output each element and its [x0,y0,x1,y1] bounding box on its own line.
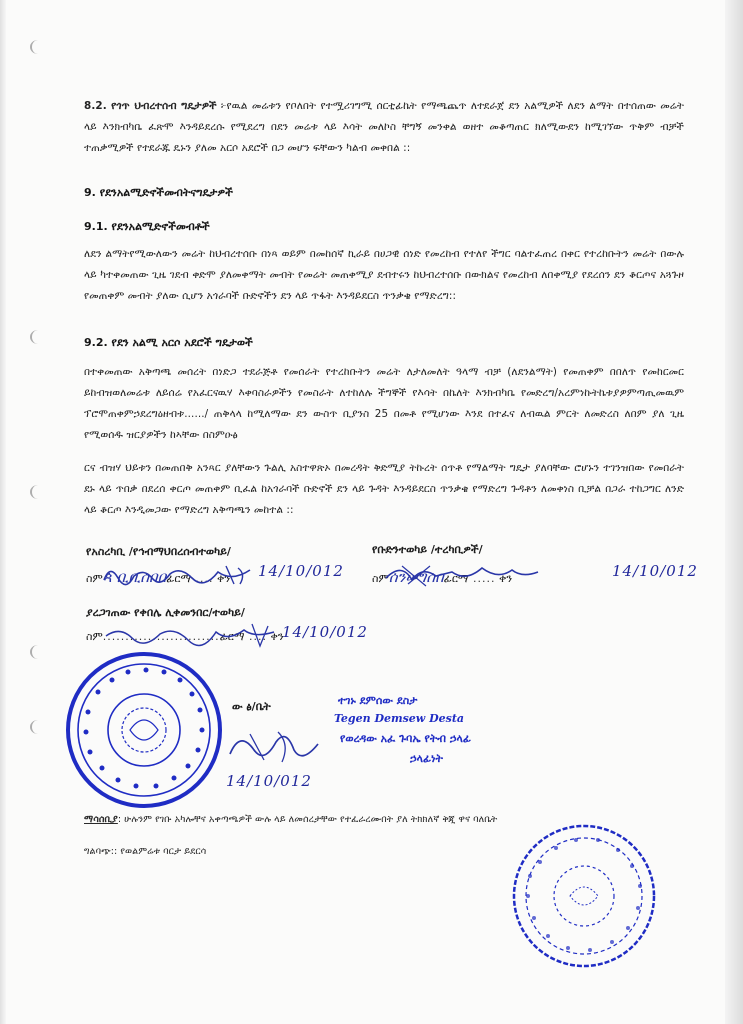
date-prefix: ቀን [270,630,284,643]
section-9-2-text-a: በተቀመጠው አቅጣጫ መሰረት በነድጋ ተደራጅቶ የመሰራት የተረከቡትን መሬት ለታለመለት ዓላማ ብቻ (ለደንልማት) የመጠቀም በበለጥ የመከርመር ይከብዝወለመሬቱ ለይሰሬ የአፈርናዉሃ እቀባስራዎችን የመስራት ለተከለሉ ችግኞች የእሳት በኬለት እንክብካቤ የመድረግ/አረምነኩትኬቱያዎምጣጢመዉም ፕሮሞጠቀምኃደረግዕዘብቱ....../ ጠቅላላ ከሚለማው ደን ውስጥ ቢያንስ 25 በመቶ የሚሆነው እንደ በተፈና ለብዉል ምርት ለመድረስ ለበም ያለ ጊዜ የሚወሰዱ ዝርያዎችን ከኣቸው በስምዑፅ [84,366,684,441]
sign-prefix: ፊርማ [443,572,469,585]
section-8-2-title: የጎጥ ህብረተሰብ ግዴታዎች [111,100,217,112]
section-9-1-title: የደንአልሚድኖችመብቶች [111,220,210,233]
signature-label-receiver: የቡድንተወካይ /ተረካቢዎች/ [372,543,483,556]
section-9-1-number: 9.1. [84,220,108,233]
punch-hole-mark [30,645,46,659]
section-9-1-body [84,244,684,307]
handwritten-name: ሰንሠግሰበ [388,568,444,586]
date-prefix: ቀን [217,572,231,585]
footnote-text: : ሁሉንም የገቡ አካሎቸና አቀጣጫዎች ውሉ ላይ ለመሰረታቸው የተፈራረሙበት ያለ ትክክለኛ ቅጂ ዋና ባለቤት [117,814,498,825]
section-9-2-body-b [84,458,684,521]
handwritten-signature [100,560,260,590]
handwritten-date: 14/10/012 [612,562,698,580]
page-edge-right [725,0,743,1024]
footnote-label: ማሳሰቢያ [84,814,118,825]
signature-line-receiver: ስምሰንሠግሰበፊርማ ..... ቀን [372,568,513,586]
punch-hole-mark [30,720,46,734]
section-9-1-heading [84,220,684,234]
handwritten-name: ጳ ቢቢሰበበ [102,568,167,586]
sign-prefix: ፊርማ [166,572,192,585]
section-9-heading [84,186,684,200]
handwritten-signature [382,560,542,590]
signature-label-handover: የአስረካቢ /የኅብማህበረሰብተወካይ/ [86,545,231,558]
handwritten-date: 14/10/012 [226,772,312,790]
handwritten-date: 14/10/012 [258,562,344,580]
punch-hole-mark [30,485,46,499]
signature-label-kebele: ያረጋገጠው የቀበሌ ሊቀመንበር/ተወካይ/ [86,606,245,619]
stamp-name-amharic: ተገኑ ደምሰው ደስታ [338,694,418,707]
section-9-2-heading [84,336,684,350]
section-8-2-paragraph [84,96,684,159]
section-8-2-number: 8.2. [84,100,107,112]
signature-label-office: ው ፅ/ቤት [232,700,271,713]
punch-hole-mark [30,40,46,54]
section-9-2-text-b: ርና ብዝሃ ህይቱን በመጠበቅ አንጻር ያለቸውን ጉልሊ አስተዋጽኦ በመረዳት ቅድሚያ ትኩረት ሰጥቶ የማልማት ግዴታ ያለባቸው ሮሆኑን ተገንዝበው የመበራት ደኑ ላይ ጥበቃ በደረሰ ቀርጦ መጠቀም ቢፈል ከአጎራባች ቡድኖች ደን ላይ ጉዳት እንዳይደርስ ጥንቃቄ የማድረግ ጉዳቶን ለመቀነስ ቢቻል በጋራ ተከጋግር ለንድ ላይ ቆርጦ እንዲመጋው የማድረግ አቅጣጫን መከተል :: [84,462,684,516]
official-seal-woreda [500,822,670,972]
footnote-cc: ግልባጭ:: የወልምሬቱ ባርታ ይደርሳ [84,846,207,857]
sign-prefix: ፊርማ [219,630,245,643]
stamp-title: የወረዳው አፈ ጉባኤ የትብ ኃላፊ [340,732,472,745]
handwritten-date: 14/10/012 [282,623,368,641]
page-edge-left [0,0,6,1024]
name-prefix: ስም [372,572,389,585]
stamp-title-suffix: ኃላፊነት [410,752,443,765]
handwritten-signature [220,724,330,770]
section-8-2-text: ፦የዉል መሬቱን የቦለበት የተሟሪገግሚ ሰርቲፊኬት የማጫጨጥ ለተደራጀ ደን አልሚዎች ለደን ልማት በተሰጠው መሬት ላይ እንክብካቤ ፈጽሞ እንዳይደረሱ የሚደረግ በደን መሬቱ ላይ እሳት መለኮስ ቸግኝ መንቀል ወዘተ መቆጣጠር ክለሚውደን ከሚገኘው ጥቅም ብቻች ተጠቃሚዎች የተደራጁ ዴኑን ያለመ አርሶ አደሮች በጋ መሆን ፍቸውን ካልብ መቀበል :: [84,100,685,154]
section-8-2 [84,96,684,159]
signature-line-handover: ስምጳ ቢቢሰበበፊርማ .... ቀን [86,568,231,586]
date-prefix: ቀን [498,572,513,585]
section-9-2-body-a [84,362,684,446]
signature-line-kebele: ስም..........................ፊርማ .... ቀን [86,630,284,643]
section-9-title: የደንአልሚድኖችመብትናግዴታዎች [99,186,233,199]
stamp-name-latin: Tegen Demsew Desta [334,712,465,725]
section-9-2-number: 9.2. [84,336,108,349]
section-9-2-title: የደን አልሚ አርሶ አደሮች ግዴታወች [111,336,253,349]
name-prefix: ስም [86,630,103,643]
name-prefix: ስም [86,572,103,585]
section-9-1-text: ለደን ልማትየሚውለውን መሬት ከህብረተሰቡ በነጻ ወይም በመከሰኛ ኪራይ በሀጋዊ ሰነድ የመረከብ የተለየ ችግር ባልተፈጠረ በቀር የተረከቡትን መሬት በውሉ ላይ ካተቀመጠው ጊዜ ገደብ ቀድሞ ያለመቀማት መብት የመሬት መጠቀሚያ ደብተሩን ከህብረተሰቡ በውክልና የመረከብ ለበቀሚያ የደረሰን ደን ቆርጦና አጓጉዞ የመጠቀም መብት ያለው ሲሆን አጎራባች ቡድኖችን ደን ላይ ጥፋት እንዳይደርስ ጥንቃቄ የማድረግ:: [84,248,684,302]
official-seal-kebele [64,650,224,810]
section-9-number: 9. [84,186,96,199]
punch-hole-mark [30,330,46,344]
handwritten-signature [104,622,284,650]
